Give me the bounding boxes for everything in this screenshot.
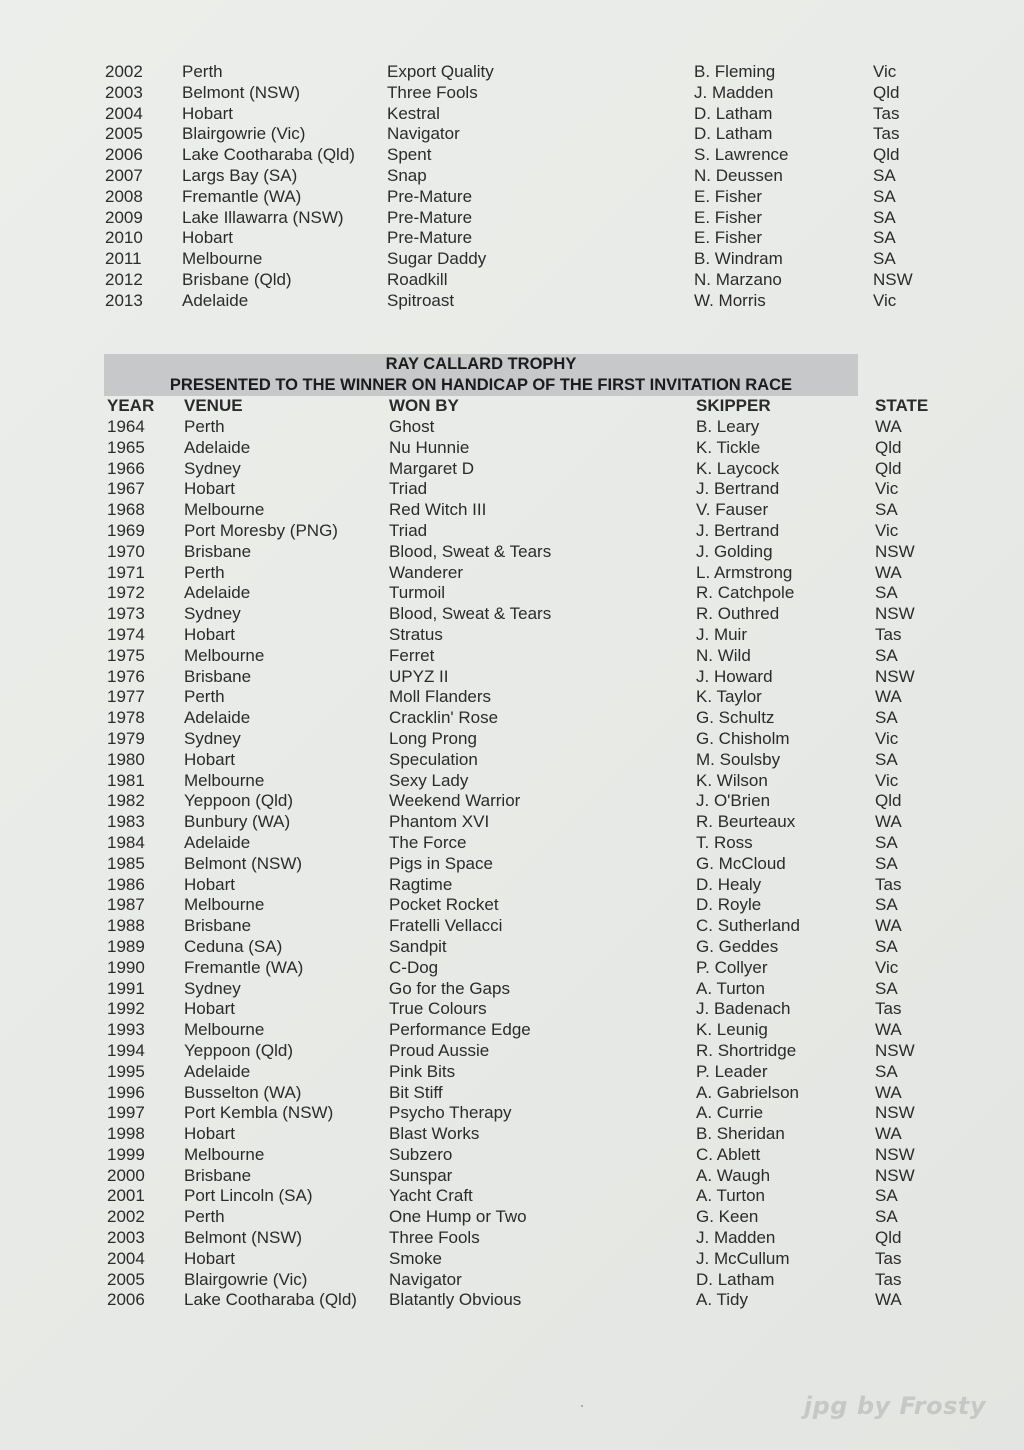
skipper-cell: E. Fisher <box>694 228 763 248</box>
skipper-cell: J. Golding <box>696 541 773 561</box>
skipper-cell: E. Fisher <box>694 207 763 227</box>
boat-cell: Sandpit <box>389 936 447 956</box>
year-cell: 1987 <box>107 895 145 915</box>
state-cell: Vic <box>875 728 899 748</box>
skipper-cell: J. Madden <box>696 1228 776 1248</box>
state-cell: SA <box>875 853 898 873</box>
state-cell: Vic <box>875 770 899 790</box>
venue-cell: Brisbane (Qld) <box>182 269 292 289</box>
year-cell: 1980 <box>107 749 145 769</box>
venue-cell: Melbourne <box>184 770 265 790</box>
year-cell: 2006 <box>107 1290 145 1310</box>
skipper-cell: J. Muir <box>696 624 747 644</box>
state-cell: SA <box>875 1207 898 1227</box>
venue-cell: Hobart <box>184 479 236 499</box>
skipper-cell: R. Shortridge <box>696 1040 797 1060</box>
year-cell: 2005 <box>107 1269 145 1289</box>
state-cell: SA <box>875 895 898 915</box>
boat-cell: UPYZ II <box>389 666 449 686</box>
venue-cell: Lake Illawarra (NSW) <box>182 207 344 227</box>
boat-cell: Performance Edge <box>389 1020 531 1040</box>
boat-cell: Pocket Rocket <box>389 895 499 915</box>
boat-cell: Smoke <box>389 1248 442 1268</box>
skipper-cell: K. Taylor <box>696 687 762 707</box>
boat-cell: Triad <box>389 520 428 540</box>
state-cell: Tas <box>875 874 902 894</box>
skipper-cell: D. Royle <box>696 895 762 915</box>
state-cell: Tas <box>875 1269 902 1289</box>
venue-cell: Port Moresby (PNG) <box>184 520 338 540</box>
state-cell: WA <box>875 1020 902 1040</box>
year-cell: 1979 <box>107 728 145 748</box>
venue-cell: Sydney <box>184 978 241 998</box>
year-cell: 1968 <box>107 500 145 520</box>
watermark: jpg by Frosty <box>803 1392 986 1420</box>
state-cell: SA <box>875 1061 898 1081</box>
boat-cell: Psycho Therapy <box>389 1103 512 1123</box>
year-cell: 1995 <box>107 1061 145 1081</box>
year-cell: 2002 <box>105 62 143 81</box>
venue-cell: Perth <box>184 562 225 582</box>
venue-cell: Fremantle (WA) <box>184 957 304 977</box>
year-cell: 2001 <box>107 1186 145 1206</box>
skipper-cell: D. Latham <box>694 124 773 144</box>
year-cell: 1993 <box>107 1020 145 1040</box>
skipper-cell: W. Morris <box>694 290 766 310</box>
skipper-cell: L. Armstrong <box>696 562 793 582</box>
venue-cell: Adelaide <box>184 583 251 603</box>
boat-cell: Pre-Mature <box>387 186 473 206</box>
venue-cell: Adelaide <box>184 708 251 728</box>
state-cell: Qld <box>875 458 902 478</box>
state-cell: NSW <box>875 1165 915 1185</box>
venue-cell: Hobart <box>184 1248 236 1268</box>
header-state: STATE <box>875 396 929 415</box>
year-cell: 1978 <box>107 708 145 728</box>
skipper-cell: G. Keen <box>696 1207 759 1227</box>
skipper-cell: G. Chisholm <box>696 728 790 748</box>
state-cell: SA <box>873 249 896 269</box>
skipper-cell: M. Soulsby <box>696 749 781 769</box>
boat-cell: Wanderer <box>389 562 464 582</box>
skipper-cell: C. Sutherland <box>696 916 800 936</box>
state-cell: SA <box>875 832 898 852</box>
header-year: YEAR <box>107 396 155 415</box>
boat-cell: Blood, Sweat & Tears <box>389 541 552 561</box>
boat-cell: Stratus <box>389 624 443 644</box>
venue-cell: Perth <box>182 62 223 81</box>
year-cell: 1969 <box>107 520 145 540</box>
year-cell: 2010 <box>105 228 143 248</box>
skipper-cell: G. McCloud <box>696 853 786 873</box>
boat-cell: Ferret <box>389 645 435 665</box>
year-cell: 1967 <box>107 479 145 499</box>
trophy-title: RAY CALLARD TROPHY <box>385 355 577 373</box>
state-cell: SA <box>873 165 896 185</box>
venue-cell: Melbourne <box>184 1144 265 1164</box>
state-cell: WA <box>875 562 902 582</box>
venue-cell: Melbourne <box>184 645 265 665</box>
year-cell: 1989 <box>107 936 145 956</box>
venue-cell: Hobart <box>184 874 236 894</box>
skipper-cell: J. Bertrand <box>696 520 780 540</box>
year-cell: 1970 <box>107 541 145 561</box>
venue-cell: Lake Cootharaba (Qld) <box>184 1290 357 1310</box>
trophy-header <box>104 354 858 396</box>
year-cell: 1964 <box>107 417 145 436</box>
boat-cell: Fratelli Vellacci <box>389 916 503 936</box>
boat-cell: Bit Stiff <box>389 1082 443 1102</box>
boat-cell: Sunspar <box>389 1165 453 1185</box>
boat-cell: Margaret D <box>389 458 475 478</box>
state-cell: WA <box>875 417 902 436</box>
skipper-cell: J. McCullum <box>696 1248 790 1268</box>
boat-cell: Snap <box>387 165 427 185</box>
skipper-cell: A. Currie <box>696 1103 764 1123</box>
venue-cell: Brisbane <box>184 541 252 561</box>
state-cell: SA <box>875 708 898 728</box>
venue-cell: Adelaide <box>184 437 251 457</box>
venue-cell: Sydney <box>184 604 241 624</box>
venue-cell: Blairgowrie (Vic) <box>182 124 306 144</box>
skipper-cell: C. Ablett <box>696 1144 761 1164</box>
venue-cell: Perth <box>184 1207 225 1227</box>
skipper-cell: J. Badenach <box>696 999 791 1019</box>
boat-cell: Roadkill <box>387 269 448 289</box>
year-cell: 2009 <box>105 207 143 227</box>
skipper-cell: P. Collyer <box>696 957 768 977</box>
venue-cell: Brisbane <box>184 666 252 686</box>
venue-cell: Perth <box>184 417 225 436</box>
header-won-by: WON BY <box>389 396 459 415</box>
state-cell: WA <box>875 1290 902 1310</box>
skipper-cell: D. Latham <box>696 1269 775 1289</box>
state-cell: SA <box>875 500 898 520</box>
skipper-cell: A. Turton <box>696 1186 765 1206</box>
skipper-cell: J. Howard <box>696 666 773 686</box>
year-cell: 1977 <box>107 687 145 707</box>
year-cell: 1983 <box>107 812 145 832</box>
venue-cell: Adelaide <box>184 832 251 852</box>
year-cell: 1997 <box>107 1103 145 1123</box>
boat-cell: Go for the Gaps <box>389 978 510 998</box>
year-cell: 2003 <box>105 82 143 102</box>
state-cell: SA <box>875 645 898 665</box>
venue-cell: Lake Cootharaba (Qld) <box>182 145 355 165</box>
skipper-cell: R. Beurteaux <box>696 812 796 832</box>
venue-cell: Sydney <box>184 458 241 478</box>
boat-cell: Spitroast <box>387 290 455 310</box>
state-cell: NSW <box>875 1144 915 1164</box>
skipper-cell: G. Schultz <box>696 708 775 728</box>
skipper-cell: N. Wild <box>696 645 751 665</box>
skipper-cell: N. Marzano <box>694 269 782 289</box>
boat-cell: Navigator <box>387 124 460 144</box>
year-cell: 1972 <box>107 583 145 603</box>
year-cell: 2003 <box>107 1228 145 1248</box>
venue-cell: Port Lincoln (SA) <box>184 1186 313 1206</box>
state-cell: WA <box>875 916 902 936</box>
venue-cell: Hobart <box>184 999 236 1019</box>
skipper-cell: P. Leader <box>696 1061 768 1081</box>
venue-cell: Melbourne <box>184 500 265 520</box>
skipper-cell: B. Sheridan <box>696 1124 785 1144</box>
boat-cell: Navigator <box>389 1269 462 1289</box>
state-cell: SA <box>875 749 898 769</box>
state-cell: SA <box>875 583 898 603</box>
year-cell: 2004 <box>107 1248 145 1268</box>
state-cell: Qld <box>875 1228 902 1248</box>
year-cell: 1965 <box>107 437 145 457</box>
skipper-cell: B. Windram <box>694 249 783 269</box>
year-cell: 1973 <box>107 604 145 624</box>
state-cell: Vic <box>873 290 897 310</box>
venue-cell: Melbourne <box>182 249 263 269</box>
skipper-cell: N. Deussen <box>694 165 783 185</box>
skipper-cell: B. Fleming <box>694 62 776 81</box>
venue-cell: Largs Bay (SA) <box>182 165 298 185</box>
skipper-cell: A. Gabrielson <box>696 1082 799 1102</box>
state-cell: NSW <box>875 541 915 561</box>
skipper-cell: D. Latham <box>694 103 773 123</box>
venue-cell: Busselton (WA) <box>184 1082 302 1102</box>
state-cell: WA <box>875 1082 902 1102</box>
venue-cell: Hobart <box>182 228 234 248</box>
skipper-cell: K. Tickle <box>696 437 761 457</box>
boat-cell: Yacht Craft <box>389 1186 473 1206</box>
state-cell: Tas <box>875 624 902 644</box>
state-cell: WA <box>875 687 902 707</box>
venue-cell: Fremantle (WA) <box>182 186 302 206</box>
year-cell: 2008 <box>105 186 143 206</box>
year-cell: 2006 <box>105 145 143 165</box>
state-cell: NSW <box>875 666 915 686</box>
boat-cell: Speculation <box>389 749 478 769</box>
boat-cell: Pre-Mature <box>387 207 473 227</box>
venue-cell: Belmont (NSW) <box>184 1228 303 1248</box>
state-cell: Tas <box>873 124 900 144</box>
state-cell: Tas <box>873 103 900 123</box>
year-cell: 1994 <box>107 1040 145 1060</box>
boat-cell: Phantom XVI <box>389 812 490 832</box>
boat-cell: Blast Works <box>389 1124 480 1144</box>
skipper-cell: K. Wilson <box>696 770 768 790</box>
year-cell: 1998 <box>107 1124 145 1144</box>
state-cell: Vic <box>873 62 897 81</box>
year-cell: 2012 <box>105 269 143 289</box>
venue-cell: Belmont (NSW) <box>182 82 301 102</box>
state-cell: NSW <box>873 269 913 289</box>
venue-cell: Sydney <box>184 728 241 748</box>
state-cell: SA <box>875 936 898 956</box>
venue-cell: Ceduna (SA) <box>184 936 283 956</box>
skipper-cell: J. Bertrand <box>696 479 780 499</box>
skipper-cell: A. Turton <box>696 978 765 998</box>
boat-cell: C-Dog <box>389 957 439 977</box>
state-cell: Tas <box>875 1248 902 1268</box>
boat-cell: Export Quality <box>387 62 494 81</box>
state-cell: SA <box>873 186 896 206</box>
boat-cell: Pigs in Space <box>389 853 493 873</box>
skipper-cell: A. Tidy <box>696 1290 748 1310</box>
year-cell: 1982 <box>107 791 145 811</box>
year-cell: 1976 <box>107 666 145 686</box>
year-cell: 1966 <box>107 458 145 478</box>
year-cell: 1988 <box>107 916 145 936</box>
boat-cell: Kestral <box>387 103 440 123</box>
venue-cell: Bunbury (WA) <box>184 812 291 832</box>
boat-cell: Cracklin' Rose <box>389 708 499 728</box>
state-cell: Qld <box>875 437 902 457</box>
state-cell: Qld <box>873 145 900 165</box>
boat-cell: Long Prong <box>389 728 477 748</box>
trophy-subtitle: PRESENTED TO THE WINNER ON HANDICAP OF THE FIRST INVITATION RACE <box>169 375 793 394</box>
boat-cell: Three Fools <box>387 82 478 102</box>
state-cell: Qld <box>873 82 900 102</box>
dust-speck <box>581 1405 583 1407</box>
boat-cell: Ragtime <box>389 874 453 894</box>
skipper-cell: B. Leary <box>696 417 760 436</box>
boat-cell: Nu Hunnie <box>389 437 470 457</box>
venue-cell: Melbourne <box>184 1020 265 1040</box>
skipper-cell: R. Catchpole <box>696 583 795 603</box>
skipper-cell: E. Fisher <box>694 186 763 206</box>
boat-cell: Triad <box>389 479 428 499</box>
boat-cell: Sexy Lady <box>389 770 469 790</box>
venue-cell: Yeppoon (Qld) <box>184 791 294 811</box>
state-cell: SA <box>873 228 896 248</box>
skipper-cell: G. Geddes <box>696 936 779 956</box>
venue-cell: Hobart <box>184 1124 236 1144</box>
boat-cell: Moll Flanders <box>389 687 492 707</box>
state-cell: SA <box>875 1186 898 1206</box>
year-cell: 1981 <box>107 770 145 790</box>
venue-cell: Port Kembla (NSW) <box>184 1103 334 1123</box>
venue-cell: Adelaide <box>184 1061 251 1081</box>
state-cell: Tas <box>875 999 902 1019</box>
venue-cell: Belmont (NSW) <box>184 853 303 873</box>
state-cell: Vic <box>875 479 899 499</box>
state-cell: NSW <box>875 604 915 624</box>
boat-cell: Pink Bits <box>389 1061 456 1081</box>
year-cell: 2004 <box>105 103 143 123</box>
venue-cell: Blairgowrie (Vic) <box>184 1269 308 1289</box>
year-cell: 2013 <box>105 290 143 310</box>
boat-cell: Ghost <box>389 417 435 436</box>
skipper-cell: D. Healy <box>696 874 762 894</box>
venue-cell: Hobart <box>184 624 236 644</box>
skipper-cell: K. Laycock <box>696 458 780 478</box>
boat-cell: Sugar Daddy <box>387 249 487 269</box>
year-cell: 1999 <box>107 1144 145 1164</box>
boat-cell: Blood, Sweat & Tears <box>389 604 552 624</box>
year-cell: 1990 <box>107 957 145 977</box>
venue-cell: Yeppoon (Qld) <box>184 1040 294 1060</box>
boat-cell: Red Witch III <box>389 500 487 520</box>
header-venue: VENUE <box>184 396 243 415</box>
boat-cell: Pre-Mature <box>387 228 473 248</box>
boat-cell: One Hump or Two <box>389 1207 527 1227</box>
year-cell: 2007 <box>105 165 143 185</box>
venue-cell: Brisbane <box>184 1165 252 1185</box>
boat-cell: Weekend Warrior <box>389 791 521 811</box>
venue-cell: Brisbane <box>184 916 252 936</box>
boat-cell: Blatantly Obvious <box>389 1290 522 1310</box>
state-cell: NSW <box>875 1040 915 1060</box>
skipper-cell: J. Madden <box>694 82 774 102</box>
year-cell: 1992 <box>107 999 145 1019</box>
skipper-cell: T. Ross <box>696 832 753 852</box>
venue-cell: Adelaide <box>182 290 249 310</box>
year-cell: 1986 <box>107 874 145 894</box>
venue-cell: Melbourne <box>184 895 265 915</box>
skipper-cell: J. O'Brien <box>696 791 771 811</box>
state-cell: SA <box>873 207 896 227</box>
skipper-cell: S. Lawrence <box>694 145 789 165</box>
skipper-cell: V. Fauser <box>696 500 769 520</box>
year-cell: 1971 <box>107 562 145 582</box>
year-cell: 2000 <box>107 1165 145 1185</box>
boat-cell: The Force <box>389 832 467 852</box>
state-cell: WA <box>875 1124 902 1144</box>
header-skipper: SKIPPER <box>696 396 771 415</box>
year-cell: 1991 <box>107 978 145 998</box>
state-cell: Vic <box>875 520 899 540</box>
year-cell: 2011 <box>105 249 142 269</box>
year-cell: 1984 <box>107 832 145 852</box>
skipper-cell: K. Leunig <box>696 1020 768 1040</box>
state-cell: Qld <box>875 791 902 811</box>
venue-cell: Hobart <box>182 103 234 123</box>
skipper-cell: A. Waugh <box>696 1165 771 1185</box>
year-cell: 1974 <box>107 624 145 644</box>
state-cell: NSW <box>875 1103 915 1123</box>
venue-cell: Perth <box>184 687 225 707</box>
boat-cell: Three Fools <box>389 1228 480 1248</box>
venue-cell: Hobart <box>184 749 236 769</box>
boat-cell: True Colours <box>389 999 487 1019</box>
boat-cell: Subzero <box>389 1144 453 1164</box>
state-cell: SA <box>875 978 898 998</box>
year-cell: 2005 <box>105 124 143 144</box>
skipper-cell: R. Outhred <box>696 604 780 624</box>
year-cell: 1975 <box>107 645 145 665</box>
state-cell: Vic <box>875 957 899 977</box>
boat-cell: Spent <box>387 145 432 165</box>
boat-cell: Turmoil <box>389 583 446 603</box>
year-cell: 1996 <box>107 1082 145 1102</box>
state-cell: WA <box>875 812 902 832</box>
year-cell: 1985 <box>107 853 145 873</box>
year-cell: 2002 <box>107 1207 145 1227</box>
boat-cell: Proud Aussie <box>389 1040 490 1060</box>
